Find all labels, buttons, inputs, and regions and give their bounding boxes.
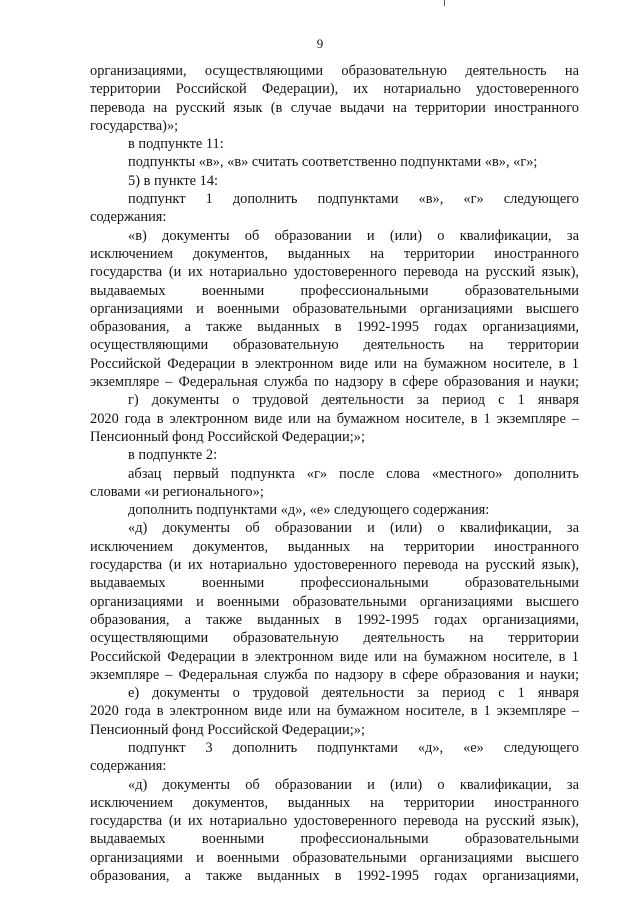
text-line: государства (и их нотариально удостоверенного перевода на русский язык), [90, 557, 579, 574]
text-line: организациями и военными образовательными организациями высшего [90, 300, 579, 317]
text-line: «в) документы об образовании и (или) о квалификации, за [128, 227, 579, 244]
text-line: подпункт 1 дополнить подпунктами «в», «г» следующего [128, 191, 579, 208]
text-line: осуществляющими образовательную деятельность на территории [90, 337, 579, 354]
text-line: содержания: [90, 209, 167, 226]
text-line: 5) в пункте 14: [128, 172, 219, 189]
text-line: подпункт 3 дополнить подпунктами «д», «е» следующего [128, 739, 579, 756]
page-number: 9 [316, 36, 324, 51]
text-line: «д) документы об образовании и (или) о квалификации, за [128, 520, 579, 537]
text-line: организациями и военными образовательными организациями высшего [90, 593, 579, 610]
text-line: исключением документов, выданных на территории иностранного [90, 245, 579, 262]
text-line: г) документы о трудовой деятельности за период с 1 января [128, 392, 579, 409]
text-line: Российской Федерации в электронном виде или на бумажном носителе, в 1 [90, 355, 579, 372]
text-line: 2020 года в электронном виде или на бумажном носителе, в 1 экземпляре – [90, 703, 579, 720]
document-body [90, 62, 579, 885]
text-line: Российской Федерации в электронном виде или на бумажном носителе, в 1 [90, 648, 579, 665]
text-line: содержания: [90, 758, 167, 775]
text-line: е) документы о трудовой деятельности за период с 1 января [128, 685, 579, 702]
text-line: государства (и их нотариально удостоверенного перевода на русский язык), [90, 813, 579, 830]
text-line: дополнить подпунктами «д», «е» следующего содержания: [128, 502, 490, 519]
text-line: в подпункте 11: [128, 136, 224, 153]
text-line: государства)»; [90, 117, 179, 134]
text-line: 2020 года в электронном виде или на бумажном носителе, в 1 экземпляре – [90, 410, 579, 427]
text-line: подпункты «в», «в» считать соответственно подпунктами «в», «г»; [128, 154, 538, 171]
text-line: организациями и военными образовательными организациями высшего [90, 849, 579, 866]
scan-edge-mark [444, 0, 445, 6]
text-line: образования, а также выданных в 1992-1995 годах организациями, [90, 319, 579, 336]
text-line: экземпляре – Федеральная служба по надзору в сфере образования и науки; [90, 666, 579, 683]
text-line: «д) документы об образовании и (или) о квалификации, за [128, 776, 579, 793]
text-line: абзац первый подпункта «г» после слова «местного» дополнить [128, 465, 579, 482]
text-line: Пенсионный фонд Российской Федерации;»; [90, 428, 365, 445]
text-line: выдаваемых военными профессиональными образовательными [90, 575, 579, 592]
text-line: организациями, осуществляющими образовательную деятельность на [90, 63, 579, 79]
text-line: исключением документов, выданных на территории иностранного [90, 794, 579, 811]
text-line: государства (и их нотариально удостоверенного перевода на русский язык), [90, 264, 579, 281]
text-line: Пенсионный фонд Российской Федерации;»; [90, 721, 365, 738]
text-line: выдаваемых военными профессиональными образовательными [90, 282, 579, 299]
text-line: выдаваемых военными профессиональными образовательными [90, 831, 579, 848]
text-line: перевода на русский язык (в случае выдачи на территории иностранного [90, 99, 579, 116]
text-line: исключением документов, выданных на территории иностранного [90, 538, 579, 555]
text-line: территории Российской Федерации), их нотариально удостоверенного [90, 81, 579, 98]
text-line: осуществляющими образовательную деятельность на территории [90, 630, 579, 647]
text-line: образования, а также выданных в 1992-1995 годах организациями, [90, 868, 579, 885]
text-line: в подпункте 2: [128, 447, 218, 464]
text-line: образования, а также выданных в 1992-1995 годах организациями, [90, 611, 579, 628]
text-line: экземпляре – Федеральная служба по надзору в сфере образования и науки; [90, 374, 579, 391]
text-line: словами «и регионального»; [90, 483, 264, 500]
